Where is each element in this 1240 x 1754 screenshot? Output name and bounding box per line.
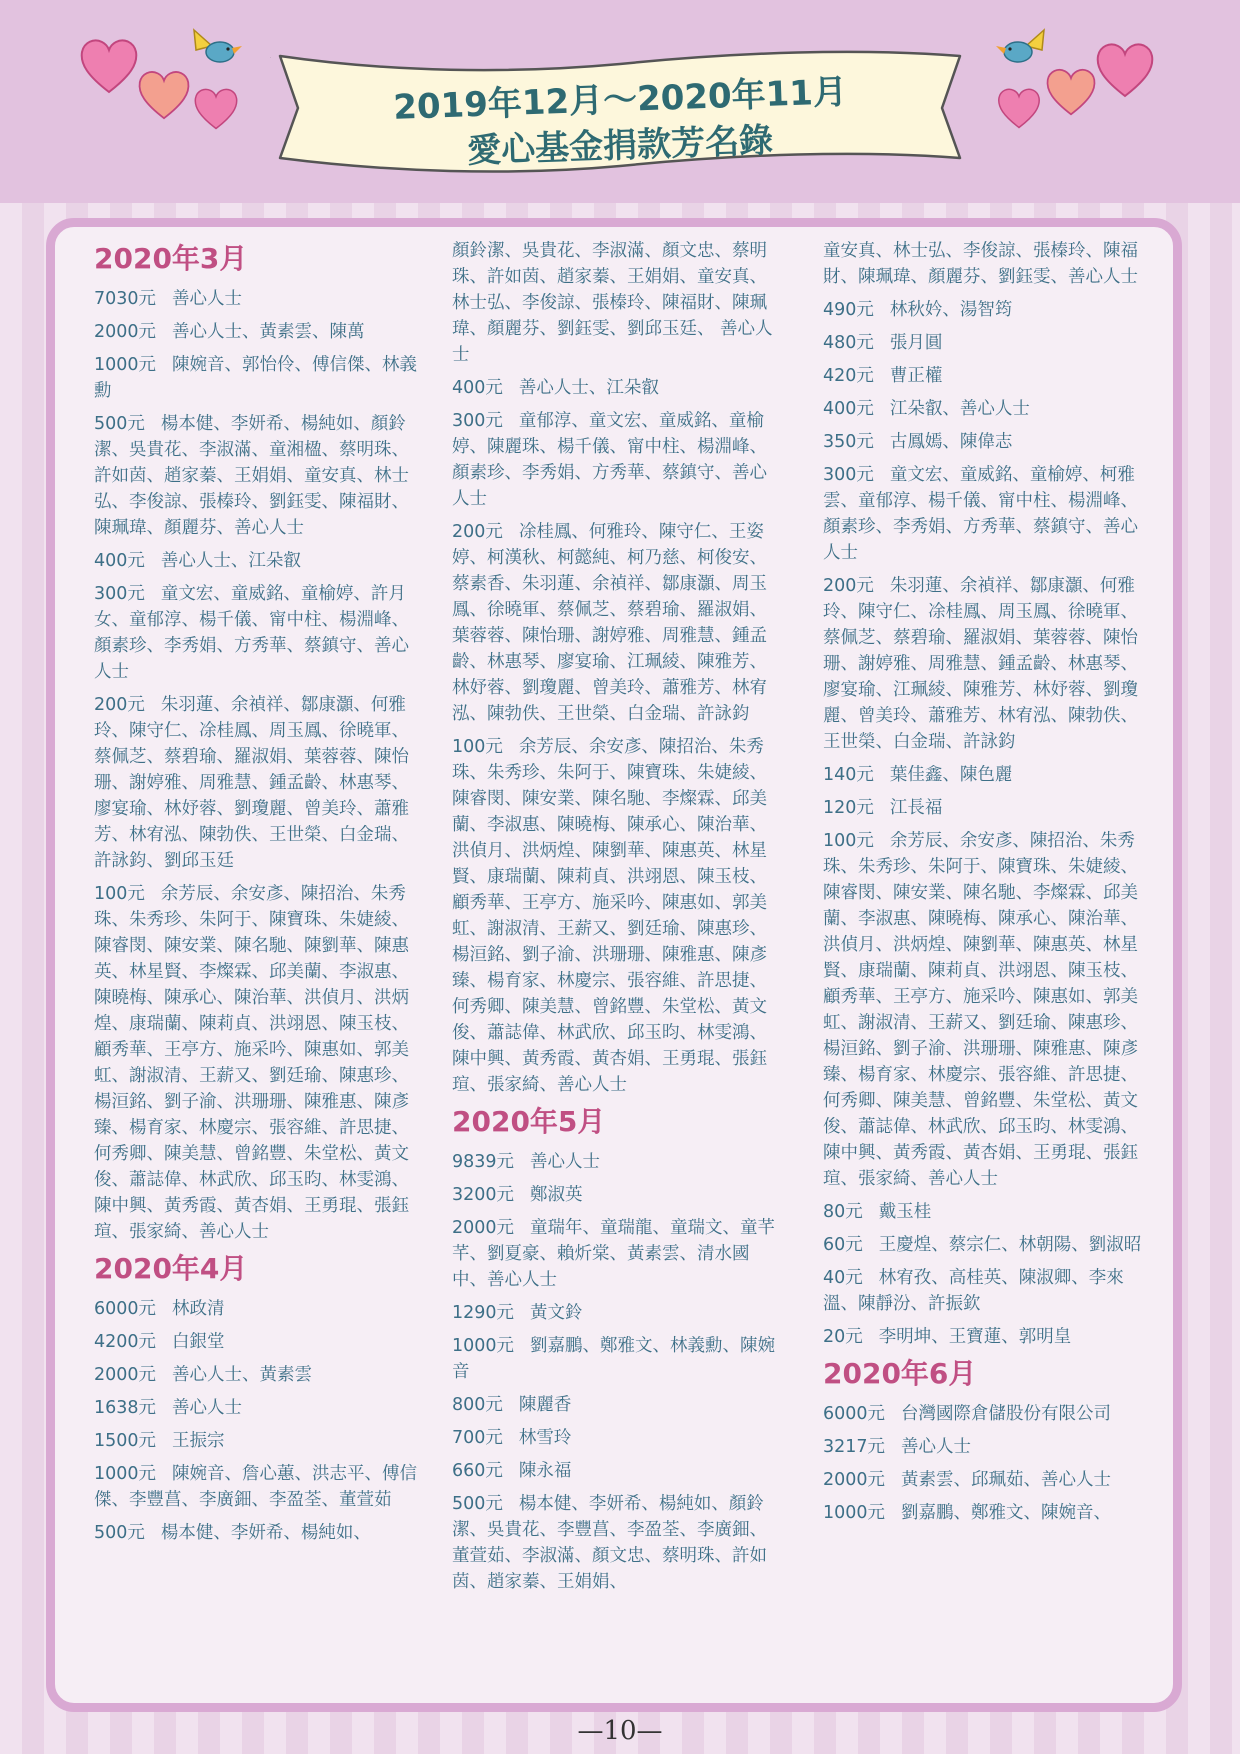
page-title-line1: 2019年12月～2020年11月 [392,72,848,128]
donation-entry [452,408,782,512]
heart-icon [1094,40,1156,98]
donation-amount: 3217元 [823,1437,886,1457]
donation-entry [94,692,424,874]
donor-names: 林政清 [172,1299,225,1319]
donation-entry [823,1232,1153,1258]
donation-amount: 490元 [823,300,874,320]
donation-entry [823,462,1153,566]
donor-names: 善心人士、黃素雲、陳萬 [172,322,365,342]
donation-entry [94,581,424,685]
donor-names: 黃素雲、邱珮茹、善心人士 [901,1470,1112,1490]
donation-amount: 120元 [823,798,874,818]
donation-amount: 300元 [823,465,874,485]
donor-names: 黃文鈴 [530,1303,583,1323]
donor-names-continued: 童安真、林士弘、李俊諒、張榛玲、陳福財、陳珮瑋、顏麗芬、劉鈺雯、善心人士 [823,241,1138,287]
donation-entry [452,1300,782,1326]
donation-entry [823,1199,1153,1225]
donor-names: 劉嘉鵬、鄭雅文、林義勳、陳婉音 [452,1336,776,1382]
donor-names: 陳麗香 [518,1395,572,1415]
donor-names: 善心人士 [172,1398,243,1418]
donation-entry [452,1392,782,1418]
donor-names: 余芳辰、余安彥、陳招治、朱秀珠、朱秀珍、朱阿于、陳寶珠、朱婕綾、陳睿閔、陳安業、陳名馳、陳劉華、陳惠英、林星賢、李燦霖、邱美蘭、李淑惠、陳曉梅、陳承心、陳治華、洪偵月、洪炳煌、康瑞蘭、陳莉貞、洪翊恩、陳玉枝、顧秀華、王亭方、施采吟、陳惠如、郭美虹、謝淑清、王薪又、劉廷瑜、陳惠珍、楊洹銘、劉子渝、洪珊珊、陳雅惠、陳彥臻、楊育家、林慶宗、張容維、許思捷、何秀卿、陳美慧、曾銘豐、朱堂松、黃文俊、蕭誌偉、林武欣、邱玉昀、林雯鴻、陳中興、黃秀霞、黃杏娟、王勇琨、張鈺瑄、張家綺、善心人士 [94,884,409,1242]
column-2 [452,238,782,1602]
donor-names: 朱羽蓮、余禎祥、鄒康灝、何雅玲、陳守仁、凃桂鳳、周玉鳳、徐曉軍、蔡佩芝、蔡碧瑜、羅淑娟、葉蓉蓉、陳怡珊、謝婷雅、周雅慧、鍾孟齡、林惠琴、廖宴瑜、林妤蓉、劉瓊麗、曾美玲、蕭雅芳、林宥泓、陳勃佚、王世榮、白金瑞、許詠鈞、劉邱玉廷 [94,695,409,871]
donor-names: 童郁淳、童文宏、童威銘、童榆婷、陳麗珠、楊千儀、甯中柱、楊淵峰、顏素珍、李秀娟、方秀華、蔡鎮守、善心人士 [452,411,767,509]
donor-names: 陳婉音、郭怡伶、傅信傑、林義勳 [94,355,418,401]
donation-entry [452,1149,782,1175]
donation-amount: 2000元 [94,1365,157,1385]
donation-amount: 400元 [452,378,503,398]
donor-names: 善心人士、江朵叡 [160,551,301,571]
donation-amount: 1000元 [823,1503,886,1523]
donation-amount: 6000元 [94,1299,157,1319]
page-number: —10— [577,1716,663,1746]
donation-entry [94,1329,424,1355]
donation-entry [452,1333,782,1385]
donation-entry [823,1434,1153,1460]
donation-amount: 300元 [452,411,503,431]
donor-names: 楊本健、李妍希、楊純如、顏鈴潔、吳貴花、李淑滿、童湘楹、蔡明珠、許如茵、趙家蓁、王娟娟、童安真、林士弘、李俊諒、張榛玲、劉鈺雯、陳福財、陳珮瑋、顏麗芬、善心人士 [94,414,409,538]
donor-names: 陳婉音、詹心蕙、洪志平、傅信傑、李豐菖、李廣鈿、李盈荃、董萱茹 [94,1464,418,1510]
donor-names: 王振宗 [172,1431,225,1451]
donation-amount: 80元 [823,1202,863,1222]
donation-entry [823,762,1153,788]
donation-amount: 500元 [94,1523,145,1543]
donor-names: 童瑞年、童瑞龍、童瑞文、童芊芊、劉夏豪、賴炘棠、黃素雲、清水國中、善心人士 [452,1218,776,1290]
donation-entry [94,1520,424,1546]
donation-entry [823,1500,1153,1526]
donation-amount: 700元 [452,1428,503,1448]
bird-icon [186,24,246,68]
donor-names: 台灣國際倉儲股份有限公司 [901,1404,1112,1424]
donor-names: 鄭淑英 [530,1185,583,1205]
donor-names: 楊本健、李妍希、楊純如、顏鈴潔、吳貴花、李豐菖、李盈荃、李廣鈿、董萱茹、李淑滿、顏文忠、蔡明珠、許如茵、趙家蓁、王娟娟、 [452,1494,767,1592]
donation-entry [94,319,424,345]
donor-names: 凃桂鳳、何雅玲、陳守仁、王姿婷、柯漢秋、柯懿純、柯乃慈、柯俊安、蔡素香、朱羽蓮、余禎祥、鄒康灝、周玉鳳、徐曉軍、蔡佩芝、蔡碧瑜、羅淑娟、葉蓉蓉、陳怡珊、謝婷雅、周雅慧、鍾孟齡、林惠琴、廖宴瑜、江珮綾、陳雅芳、林妤蓉、劉瓊麗、曾美玲、蕭雅芳、林宥泓、陳勃佚、王世榮、白金瑞、許詠鈞 [452,522,767,724]
donor-names: 戴玉桂 [878,1202,932,1222]
donation-entry [94,548,424,574]
donor-names: 古鳳嫣、陳偉志 [889,432,1013,452]
month-heading: 2020年6月 [823,1357,977,1390]
donation-amount: 4200元 [94,1332,157,1352]
donor-names: 曹正權 [889,366,943,386]
column-1 [94,238,424,1553]
donation-amount: 1500元 [94,1431,157,1451]
donor-names: 劉嘉鵬、鄭雅文、陳婉音、 [901,1503,1112,1523]
heart-icon [1044,66,1098,116]
month-heading: 2020年4月 [94,1252,248,1285]
donation-amount: 3200元 [452,1185,515,1205]
donation-entry [94,1428,424,1454]
donation-amount: 140元 [823,765,874,785]
donation-amount: 480元 [823,333,874,353]
donation-entry [452,1182,782,1208]
donor-names: 余芳辰、余安彥、陳招治、朱秀珠、朱秀珍、朱阿于、陳寶珠、朱婕綾、陳睿閔、陳安業、陳名馳、李燦霖、邱美蘭、李淑惠、陳曉梅、陳承心、陳治華、洪偵月、洪炳煌、陳劉華、陳惠英、林星賢、康瑞蘭、陳莉貞、洪翊恩、陳玉枝、顧秀華、王亭方、施采吟、陳惠如、郭美虹、謝淑清、王薪又、劉廷瑜、陳惠珍、楊洹銘、劉子渝、洪珊珊、陳雅惠、陳彥臻、楊育家、林慶宗、張容維、許思捷、何秀卿、陳美慧、曾銘豐、朱堂松、黃文俊、蕭誌偉、林武欣、邱玉昀、林雯鴻、陳中興、黃秀霞、黃杏娟、王勇琨、張鈺瑄、張家綺、善心人士 [823,831,1138,1189]
donation-amount: 500元 [94,414,145,434]
donation-amount: 20元 [823,1327,863,1347]
donation-entry [94,1362,424,1388]
donor-names: 童文宏、童威銘、童榆婷、許月女、童郁淳、楊千儀、甯中柱、楊淵峰、顏素珍、李秀娟、方秀華、蔡鎮守、善心人士 [94,584,409,682]
donation-amount: 300元 [94,584,145,604]
donation-amount: 200元 [94,695,145,715]
donation-entry [94,352,424,404]
donation-amount: 2000元 [94,322,157,342]
donation-entry [94,1461,424,1513]
donor-names: 林雪玲 [518,1428,572,1448]
donor-names: 王慶煌、蔡宗仁、林朝陽、劉淑昭 [878,1235,1142,1255]
donation-amount: 350元 [823,432,874,452]
donation-entry [452,1425,782,1451]
donation-amount: 800元 [452,1395,503,1415]
donor-names-continued: 顏鈴潔、吳貴花、李淑滿、顏文忠、蔡明珠、許如茵、趙家蓁、王娟娟、童安真、林士弘、李俊諒、張榛玲、陳福財、陳珮瑋、顏麗芬、劉鈺雯、劉邱玉廷、 善心人士 [452,241,773,365]
donation-entry [823,330,1153,356]
donor-names: 江朵叡、善心人士 [889,399,1030,419]
donor-names: 善心人士 [530,1152,601,1172]
donation-amount: 60元 [823,1235,863,1255]
donation-amount: 2000元 [823,1470,886,1490]
donation-entry [94,1395,424,1421]
heart-icon [136,68,192,120]
donation-entry [823,795,1153,821]
page-title-line2: 愛心基金捐款芳名錄 [466,120,774,172]
donation-amount: 100元 [94,884,145,904]
donor-names: 張月圓 [889,333,943,353]
donation-amount: 100元 [452,737,503,757]
donor-names: 善心人士、黃素雲 [172,1365,313,1385]
donation-entry [452,1491,782,1595]
donation-amount: 40元 [823,1268,863,1288]
donor-names: 林秋妗、湯智筠 [889,300,1013,320]
donation-amount: 1638元 [94,1398,157,1418]
donation-amount: 400元 [94,551,145,571]
donation-entry [94,286,424,312]
donation-entry [452,1215,782,1293]
donation-amount: 500元 [452,1494,503,1514]
donation-entry [94,411,424,541]
heart-icon [996,86,1042,129]
donation-entry [823,573,1153,755]
donor-names: 林宥孜、高桂英、陳淑卿、李來溫、陳靜汾、許振欽 [823,1268,1124,1314]
donor-names: 江長福 [889,798,943,818]
donation-entry [823,828,1153,1192]
column-3 [823,238,1153,1533]
donation-amount: 400元 [823,399,874,419]
donation-amount: 1290元 [452,1303,515,1323]
donation-entry [823,1467,1153,1493]
donation-entry [452,375,782,401]
donor-names: 葉佳鑫、陳色麗 [889,765,1013,785]
donor-names: 陳永福 [518,1461,572,1481]
donation-entry [823,396,1153,422]
donor-names: 善心人士 [901,1437,972,1457]
heart-icon [192,86,240,130]
donor-names: 童文宏、童威銘、童榆婷、柯雅雲、童郁淳、楊千儀、甯中柱、楊淵峰、顏素珍、李秀娟、方秀華、蔡鎮守、善心人士 [823,465,1138,563]
donor-names: 楊本健、李妍希、楊純如、 [160,1523,371,1543]
donor-names: 善心人士、江朵叡 [518,378,659,398]
donation-entry [823,1265,1153,1317]
donation-entry [452,1458,782,1484]
donation-entry [452,734,782,1098]
donor-names: 朱羽蓮、余禎祥、鄒康灝、何雅玲、陳守仁、凃桂鳳、周玉鳳、徐曉軍、蔡佩芝、蔡碧瑜、羅淑娟、葉蓉蓉、陳怡珊、謝婷雅、周雅慧、鍾孟齡、林惠琴、廖宴瑜、江珮綾、陳雅芳、林妤蓉、劉瓊麗、曾美玲、蕭雅芳、林宥泓、陳勃佚、王世榮、白金瑞、許詠鈞 [823,576,1138,752]
donation-amount: 9839元 [452,1152,515,1172]
donation-amount: 420元 [823,366,874,386]
donor-names: 白銀堂 [172,1332,225,1352]
heart-icon [78,36,140,94]
bird-icon [992,24,1052,68]
month-heading: 2020年3月 [94,242,248,275]
donation-amount: 2000元 [452,1218,515,1238]
donation-entry [823,1324,1153,1350]
donation-entry [823,297,1153,323]
donor-names: 李明坤、王寶蓮、郭明皇 [878,1327,1072,1347]
donation-amount: 1000元 [452,1336,515,1356]
donation-entry [94,881,424,1245]
donor-names: 善心人士 [172,289,243,309]
donation-amount: 100元 [823,831,874,851]
donation-amount: 200元 [823,576,874,596]
donation-amount: 1000元 [94,355,157,375]
donation-entry [823,429,1153,455]
donation-amount: 7030元 [94,289,157,309]
donor-names: 余芳辰、余安彥、陳招治、朱秀珠、朱秀珍、朱阿于、陳寶珠、朱婕綾、陳睿閔、陳安業、陳名馳、李燦霖、邱美蘭、李淑惠、陳曉梅、陳承心、陳治華、洪偵月、洪炳煌、陳劉華、陳惠英、林星賢、康瑞蘭、陳莉貞、洪翊恩、陳玉枝、顧秀華、王亭方、施采吟、陳惠如、郭美虹、謝淑清、王薪又、劉廷瑜、陳惠珍、楊洹銘、劉子渝、洪珊珊、陳雅惠、陳彥臻、楊育家、林慶宗、張容維、許思捷、何秀卿、陳美慧、曾銘豐、朱堂松、黃文俊、蕭誌偉、林武欣、邱玉昀、林雯鴻、陳中興、黃秀霞、黃杏娟、王勇琨、張鈺瑄、張家綺、善心人士 [452,737,767,1095]
donation-entry [94,1296,424,1322]
donation-amount: 1000元 [94,1464,157,1484]
donation-amount: 660元 [452,1461,503,1481]
donation-amount: 200元 [452,522,503,542]
donation-entry [823,363,1153,389]
donation-amount: 6000元 [823,1404,886,1424]
month-heading: 2020年5月 [452,1105,606,1138]
donation-entry [452,519,782,727]
donation-entry [823,1401,1153,1427]
